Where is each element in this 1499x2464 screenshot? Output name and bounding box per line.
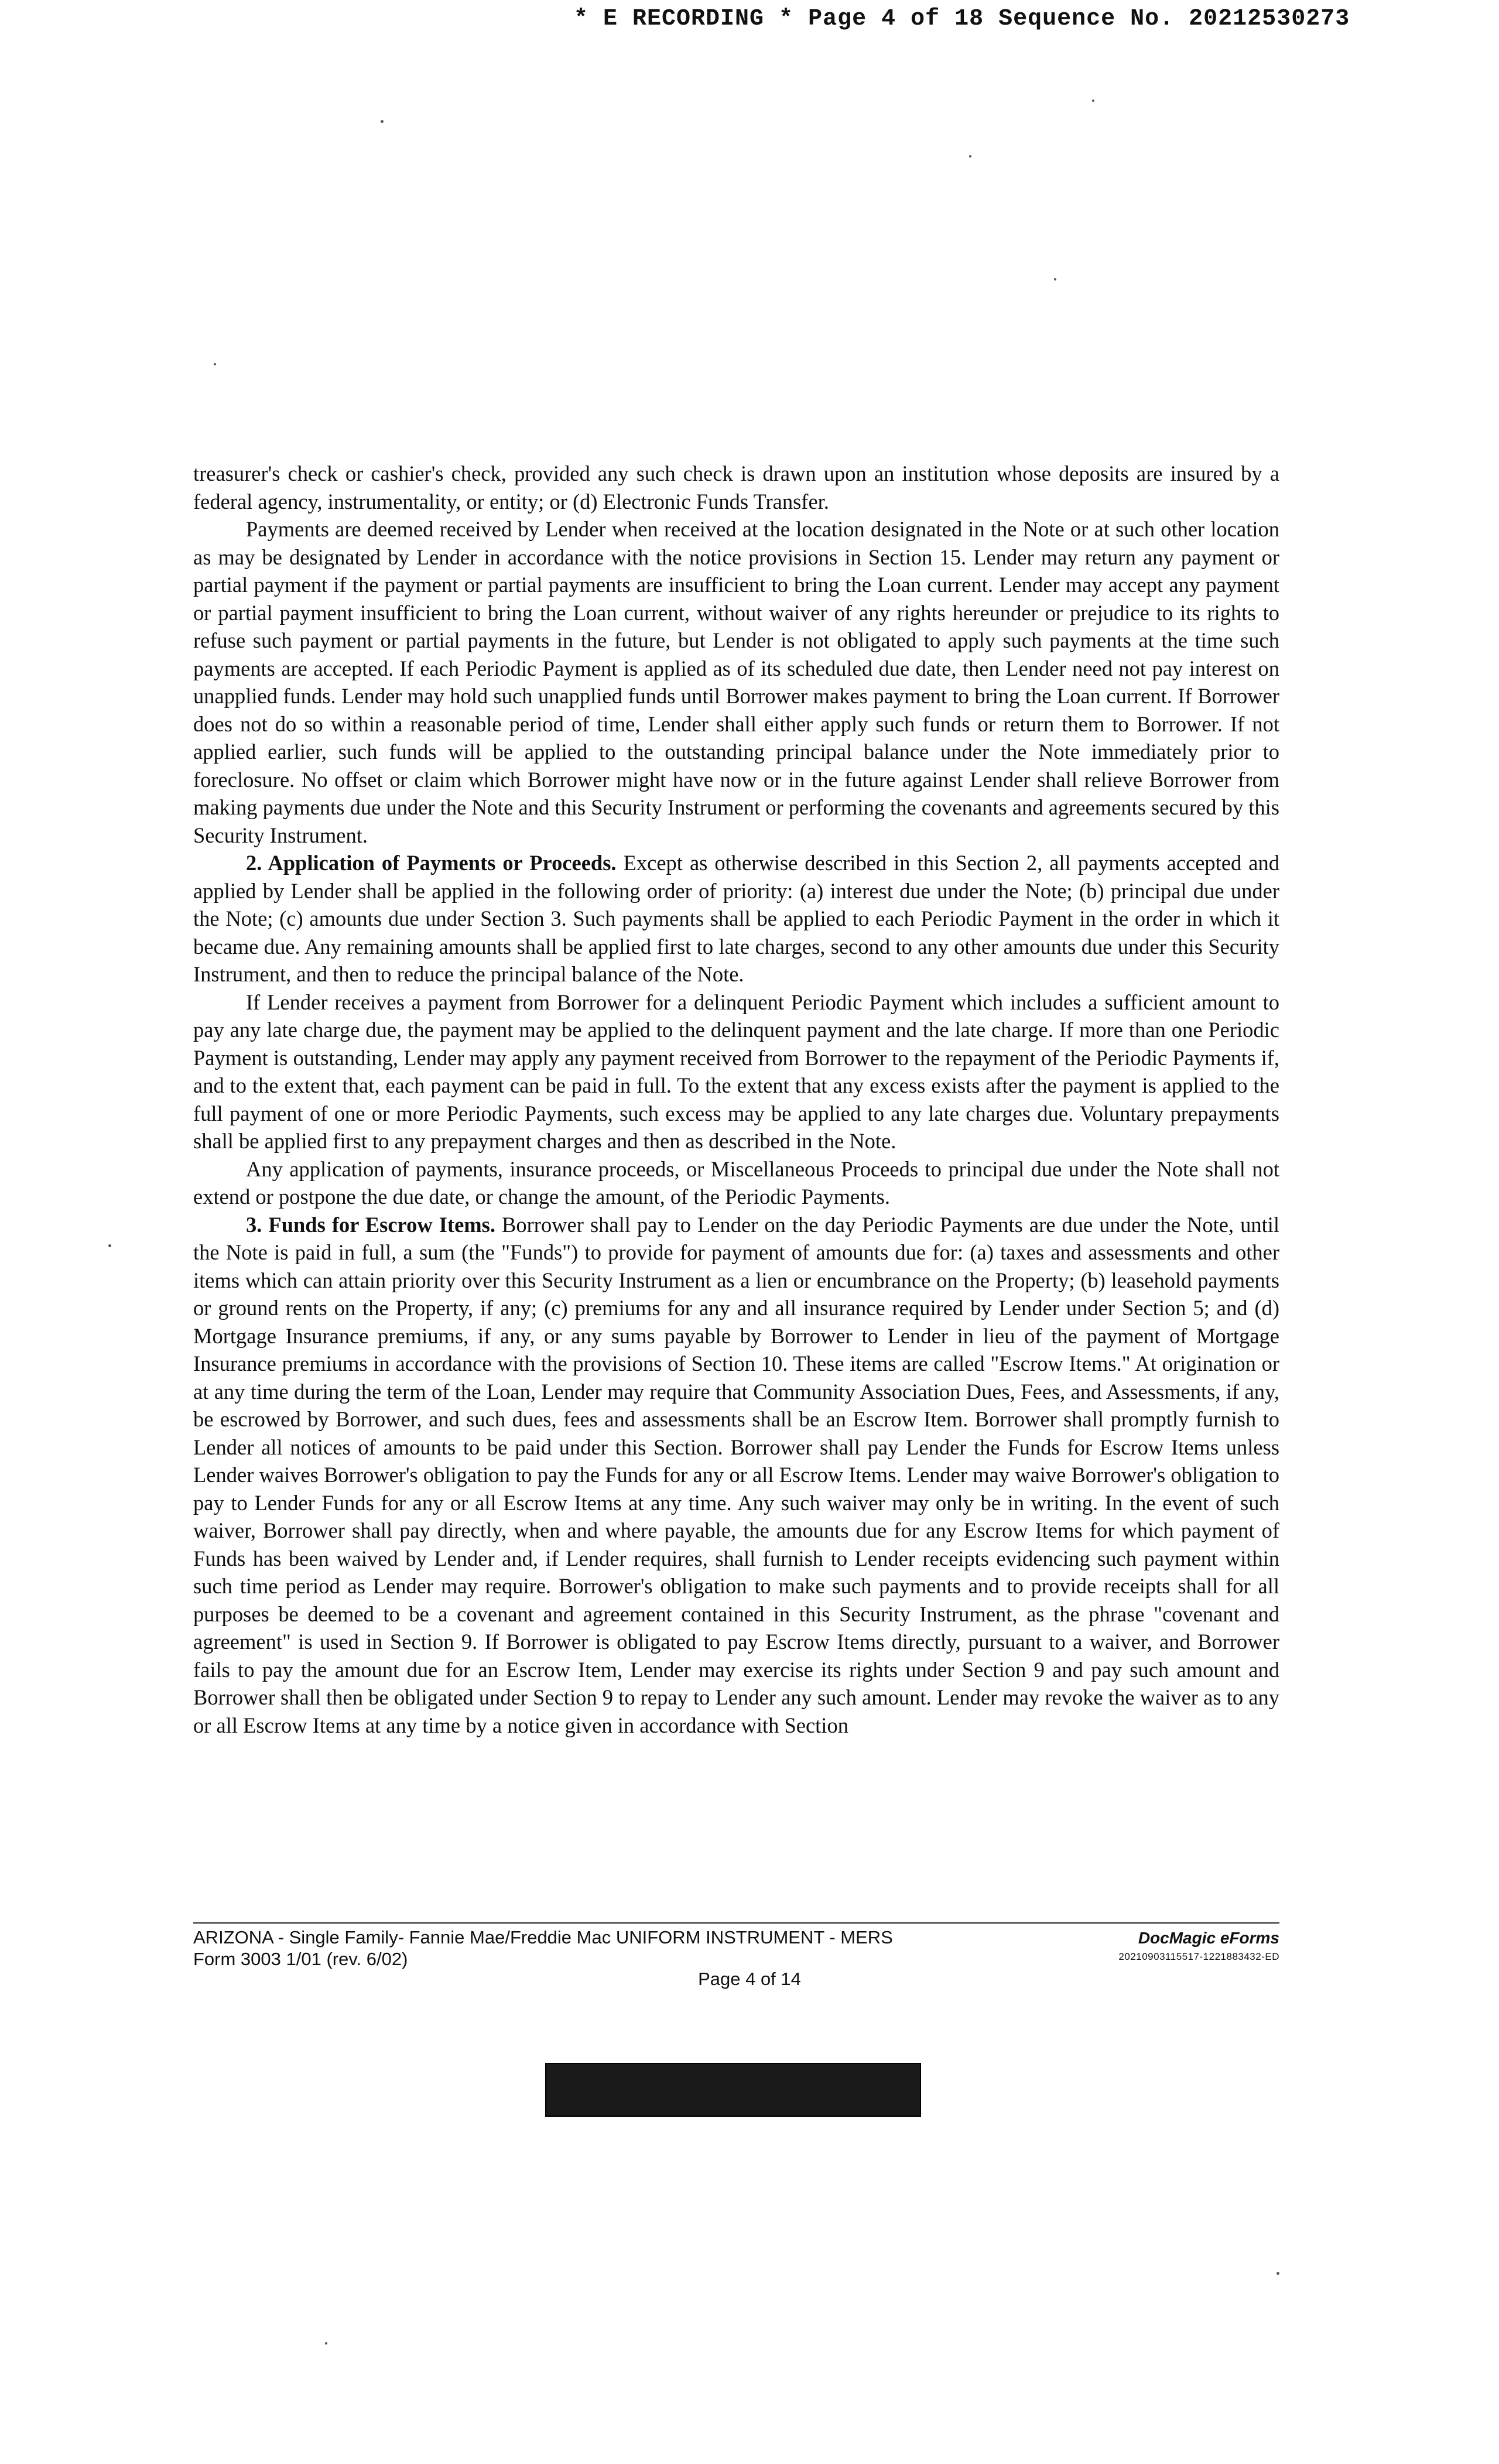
scan-speck [969, 155, 971, 158]
section-2-heading: 2. Application of Payments or Proceeds. [246, 851, 617, 875]
scan-speck [108, 1244, 111, 1247]
section-3-heading: 3. Funds for Escrow Items. [246, 1212, 496, 1237]
scan-speck [1092, 100, 1094, 102]
document-code: 20210903115517-1221883432-ED [1118, 1951, 1279, 1962]
document-body [193, 460, 1279, 1739]
footer-vendor [995, 1928, 1279, 1965]
section-3-text: Borrower shall pay to Lender on the day Periodic Payments are due under the Note, until the Note is paid in full, a sum (the "Funds") to provide for payment of amounts due for: (a) taxes and assessments and other items which can attain priority over this Security Instrument as a lien or encumbrance on the Property; (b) leasehold payments or ground rents on the Property, if any; (c) premiums for any and all insurance required by Lender under Section 5; and (d) Mortgage Insurance premiums, if any, or any sums payable by Borrower to Lender in lieu of the payment of Mortgage Insurance premiums in accordance with the provisions of Section 10. These items are called "Escrow Items." At origination or at any time during the term of the Loan, Lender may require that Community Association Dues, Fees, and Assessments, if any, be escrowed by Borrower, and such dues, fees and assessments shall be an Escrow Item. Borrower shall promptly furnish to Lender all notices of amounts to be paid under this Section. Borrower shall pay Lender the Funds for Escrow Items unless Lender waives Borrower's obligation to pay the Funds for any or all Escrow Items. Lender may waive Borrower's obligation to pay to Lender Funds for any or all Escrow Items at any time. Any such waiver may only be in writing. In the event of such waiver, Borrower shall pay directly, when and where payable, the amounts due for any Escrow Items for which payment of Funds has been waived by Lender and, if Lender requires, shall furnish to Lender receipts evidencing such payment within such time period as Lender may require. Borrower's obligation to make such payments and to provide receipts shall for all purposes be deemed to be a covenant and agreement contained in this Security Instrument, as the phrase "covenant and agreement" is used in Section 9. If Borrower is obligated to pay Escrow Items directly, pursuant to a waiver, and Borrower fails to pay the amount due for an Escrow Item, Lender may exercise its rights under Section 9 and pay such amount and Borrower shall then be obligated under Section 9 to repay to Lender any such amount. Lender may revoke the waiver as to any or all Escrow Items at any time by a notice given in accordance with Section [193, 1212, 1279, 1737]
scan-speck [381, 120, 384, 123]
paragraph-payments-received: Payments are deemed received by Lender when received at the location designated in the Note or at such other location as may be designated by Lender in accordance with the notice provisions in Section 15. Lender may return any payment or partial payment if the payment or partial payments are insufficient to bring the Loan current. Lender may accept any payment or partial payment insufficient to bring the Loan current, without waiver of any rights hereunder or prejudice to its rights to refuse such payment or partial payments in the future, but Lender is not obligated to apply such payments at the time such payments are accepted. If each Periodic Payment is applied as of its scheduled due date, then Lender need not pay interest on unapplied funds. Lender may hold such unapplied funds until Borrower makes payment to bring the Loan current. If Borrower does not do so within a reasonable period of time, Lender shall either apply such funds or return them to Borrower. If not applied earlier, such funds will be applied to the outstanding principal balance under the Note immediately prior to foreclosure. No offset or claim which Borrower might have now or in the future against Lender shall relieve Borrower from making payments due under the Note and this Security Instrument or performing the covenants and agreements secured by this Security Instrument. [193, 517, 1279, 847]
scan-speck [1276, 2272, 1279, 2275]
footer-form-number: Form 3003 1/01 (rev. 6/02) [193, 1949, 408, 1969]
recording-header: * E RECORDING * Page 4 of 18 Sequence No. 20212530273 [574, 6, 1350, 32]
scan-speck [325, 2342, 327, 2345]
paragraph-delinquent-payment: If Lender receives a payment from Borrower for a delinquent Periodic Payment which includes a sufficient amount to pay any late charge due, the payment may be applied to the delinquent payment and the late charge. If more than one Periodic Payment is outstanding, Lender may apply any payment received from Borrower to the repayment of the Periodic Payments if, and to the extent that, each payment can be paid in full. To the extent that any excess exists after the payment is applied to the full payment of one or more Periodic Payments, such excess may be applied to any late charges due. Voluntary prepayments shall be applied first to any prepayment charges and then as described in the Note. [193, 990, 1279, 1153]
scan-speck [214, 363, 216, 365]
section-3-paragraph [193, 1211, 1279, 1740]
footer-form-title: ARIZONA - Single Family- Fannie Mae/Freddie Mac UNIFORM INSTRUMENT - MERS [193, 1927, 893, 1948]
paragraph-application-of-payments: Any application of payments, insurance proceeds, or Miscellaneous Proceeds to principal due under the Note shall not extend or postpone the due date, or change the amount, of the Periodic Payments. [193, 1156, 1279, 1209]
paragraph-continuation: treasurer's check or cashier's check, provided any such check is drawn upon an institution whose deposits are insured by a federal agency, instrumentality, or entity; or (d) Electronic Funds Transfer. [193, 461, 1279, 514]
section-2-paragraph [193, 849, 1279, 988]
page-number: Page 4 of 14 [698, 1969, 801, 1989]
scan-speck [1054, 278, 1056, 280]
footer-form-info [193, 1926, 893, 1970]
footer-divider [193, 1922, 1279, 1924]
barcode-image [534, 2061, 932, 2119]
section-2-text: Except as otherwise described in this Section 2, all payments accepted and applied by Lender shall be applied in the following order of priority: (a) interest due under the Note; (b) principal due under the Note; (c) amounts due under Section 3. Such payments shall be applied to each Periodic Payment in the order in which it became due. Any remaining amounts shall be applied first to late charges, second to any other amounts due under this Security Instrument, and then to reduce the principal balance of the Note. [193, 851, 1279, 986]
docmagic-logo: DocMagic eForms [1138, 1929, 1279, 1947]
